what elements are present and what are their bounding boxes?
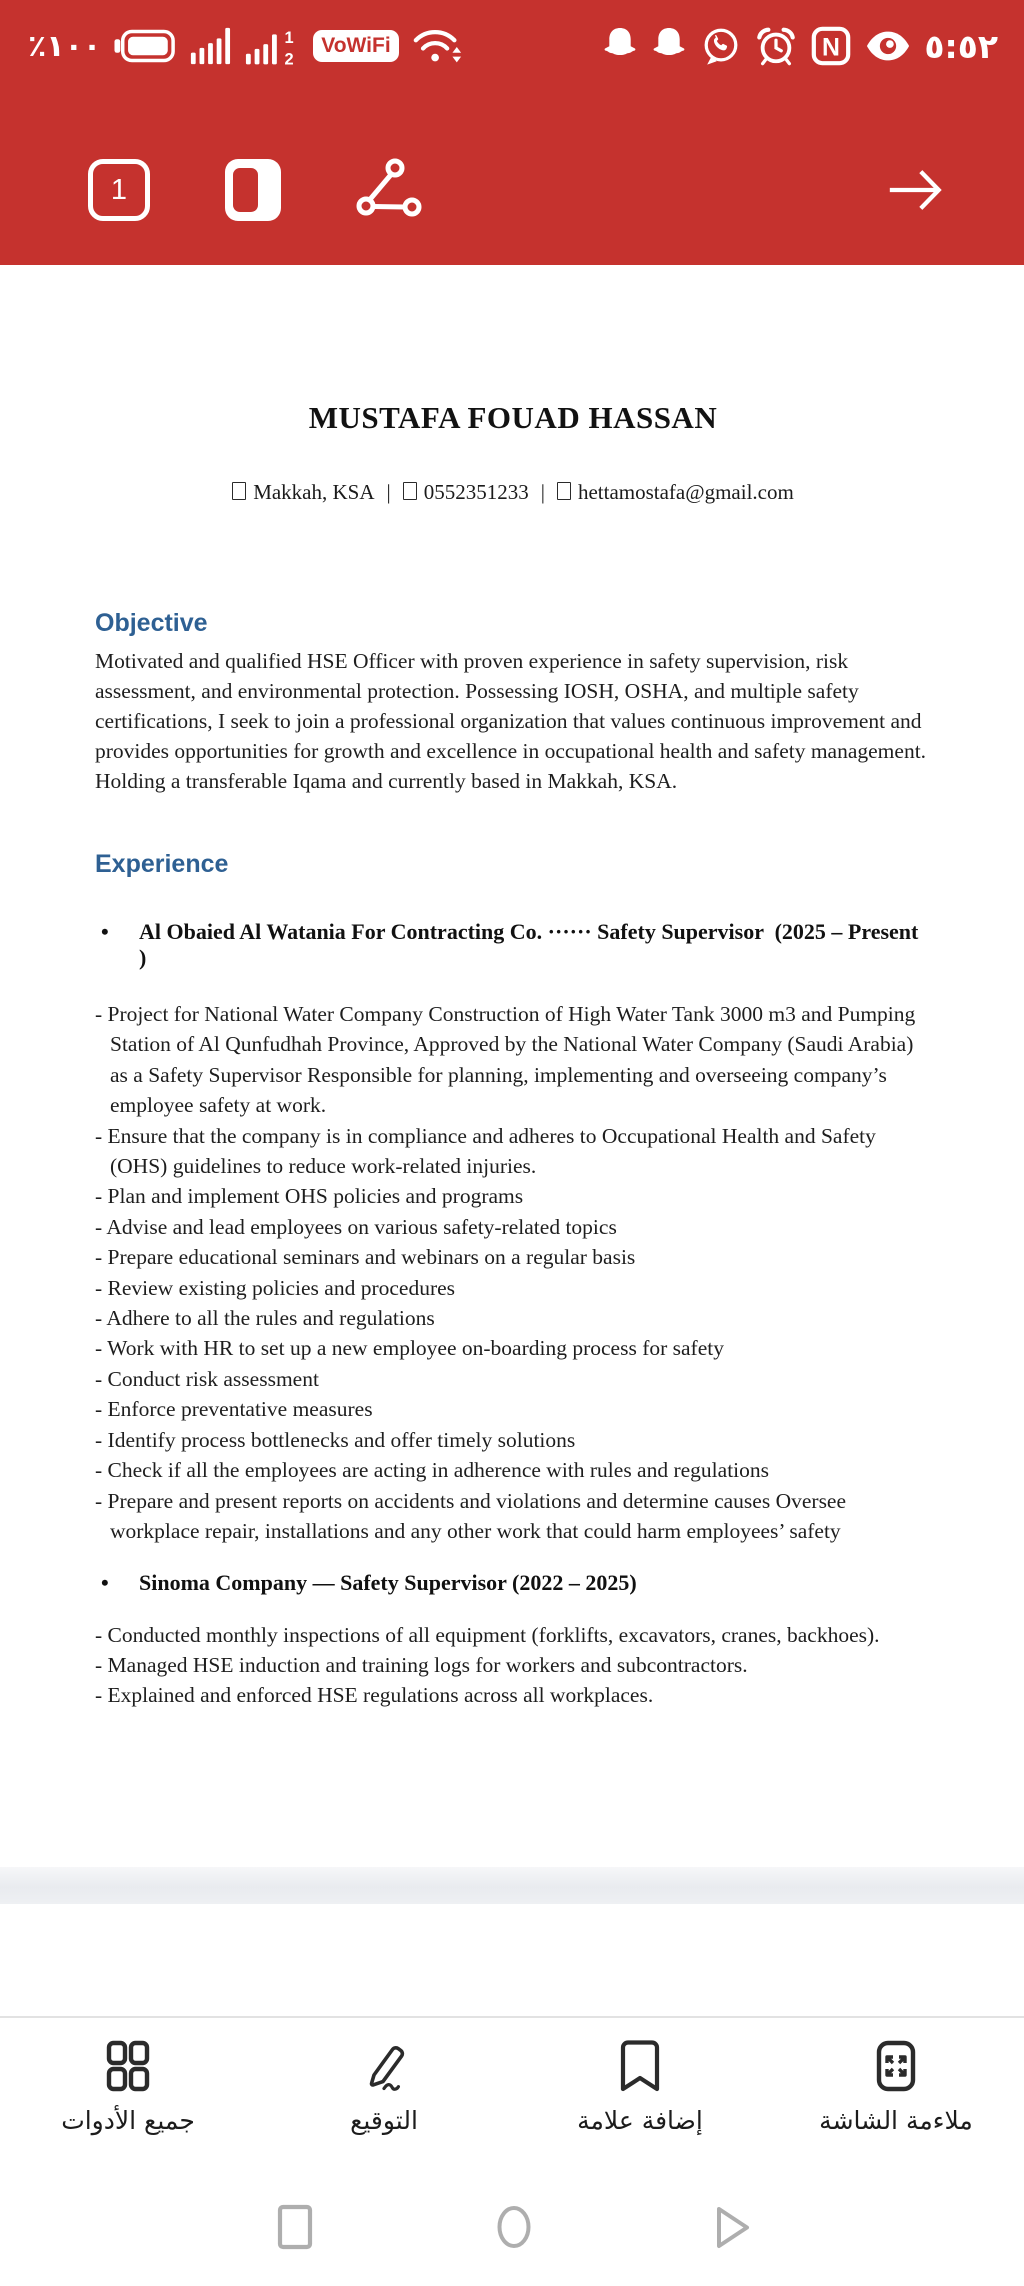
job-1-title: Al Obaied Al Watania For Contracting Co. ······ Safety Supervisor (2025 – Present ) — [138, 919, 924, 970]
job-title-row — [95, 919, 931, 971]
duty-line: - Adhere to all the rules and regulations — [95, 1306, 435, 1331]
snapchat-notification-icon — [602, 25, 638, 67]
duty-line: - Identify process bottlenecks and offer timely solutions — [95, 1427, 576, 1452]
email-missing-glyph-icon — [557, 482, 571, 500]
home-button[interactable] — [494, 2204, 534, 2252]
forward-arrow-button[interactable] — [884, 162, 946, 218]
signature-label: التوقيع — [350, 2106, 418, 2135]
battery-percent-text: ٪١٠٠ — [28, 28, 102, 64]
all-tools-label: جميع الأدوات — [61, 2106, 195, 2135]
duty-line: - Check if all the employees are acting in adherence with rules and regulations — [95, 1458, 770, 1483]
eye-visibility-icon — [865, 29, 911, 63]
duty-line: - Prepare and present reports on accidents and violations and determine causes Oversee workplace repair, installations and any other work that could harm employees’ safety — [95, 1488, 847, 1543]
clock-text: ٥:٥٢ — [924, 26, 998, 66]
contact-email: hettamostafa@gmail.com — [577, 480, 794, 504]
duty-line: - Review existing policies and procedures — [95, 1275, 456, 1300]
job-title-row — [95, 1570, 931, 1596]
snapchat-notification-icon — [651, 25, 687, 67]
bottom-toolbar — [0, 2016, 1024, 2170]
job-2-duties — [95, 1620, 931, 1710]
duty-line: - Prepare educational seminars and webinars on a regular basis — [95, 1245, 636, 1270]
duty-line: - Work with HR to set up a new employee on-boarding process for safety — [95, 1336, 724, 1361]
contact-location: Makkah, KSA — [253, 480, 375, 504]
fit-screen-button[interactable] — [768, 2018, 1024, 2170]
android-navigation-bar — [0, 2170, 1024, 2286]
status-bar — [28, 22, 998, 70]
duty-line: - Project for National Water Company Construction of High Water Tank 3000 m3 and Pumping Station of Al Qunfudhah Province, Approved by the National Water Company (Saudi Arabia) as a Safety Supervisor Responsible for planning, implementing and overseeing company’s employee safety at work. — [95, 1002, 916, 1118]
recent-apps-button[interactable] — [276, 2204, 316, 2252]
objective-heading: Objective — [95, 609, 208, 637]
alarm-clock-icon — [755, 25, 797, 67]
wifi-icon — [412, 23, 464, 69]
contact-line — [95, 480, 931, 505]
page-view-mode-button[interactable] — [225, 159, 281, 221]
signal-strength-sim2-icon — [244, 26, 300, 66]
page-view-mode-icon — [233, 168, 258, 212]
list-bullet: • — [101, 919, 109, 944]
status-left-cluster — [28, 23, 464, 69]
fit-screen-label: ملاءمة الشاشة — [819, 2106, 973, 2135]
back-button[interactable] — [712, 2204, 754, 2252]
objective-body: Motivated and qualified HSE Officer with proven experience in safety supervision, risk assessment, and environmental protection. Possessing IOSH, OSHA, and multiple safety certifications, I seek to join a professional organization that values continuous improvement and provides opportunities for growth and excellence in occupational health and safety management. Holding a transferable Iqama and currently based in Makkah, KSA. — [95, 649, 927, 793]
svg-text:2: 2 — [284, 50, 294, 66]
duty-line: - Conduct risk assessment — [95, 1366, 319, 1391]
signal-strength-icon — [189, 26, 231, 66]
nfc-icon — [810, 25, 852, 67]
job-2-title: Sinoma Company — Safety Supervisor (2022 – 2025) — [139, 1570, 637, 1596]
whatsapp-notification-icon — [700, 25, 742, 67]
add-bookmark-button[interactable] — [512, 2018, 768, 2170]
add-bookmark-icon — [612, 2038, 668, 2094]
location-missing-glyph-icon — [232, 482, 246, 500]
list-bullet: • — [101, 1570, 109, 1596]
duty-line: - Advise and lead employees on various safety-related topics — [95, 1214, 617, 1239]
fit-screen-icon — [868, 2038, 924, 2094]
all-tools-grid-icon — [100, 2038, 156, 2094]
pdf-page[interactable] — [0, 265, 1024, 1867]
share-button[interactable] — [353, 154, 425, 226]
experience-heading: Experience — [95, 850, 229, 878]
duty-line: - Plan and implement OHS policies and programs — [95, 1184, 524, 1209]
duty-line: - Managed HSE induction and training logs for workers and subcontractors. — [95, 1653, 748, 1678]
job-1-duties — [95, 999, 931, 1546]
status-right-cluster — [602, 25, 998, 67]
pdf-toolbar — [88, 140, 946, 240]
signature-button[interactable] — [256, 2018, 512, 2170]
all-tools-button[interactable] — [0, 2018, 256, 2170]
signature-pen-icon — [356, 2038, 412, 2094]
contact-separator: | — [540, 480, 545, 504]
page-number-button[interactable]: 1 — [88, 159, 150, 221]
resume-name-title: MUSTAFA FOUAD HASSAN — [308, 400, 718, 435]
app-header — [0, 0, 1024, 265]
svg-text:N: N — [822, 34, 841, 62]
phone-missing-glyph-icon — [403, 482, 417, 500]
duty-line: - Ensure that the company is in compliance and adheres to Occupational Health and Safety (OHS) guidelines to reduce work-related injuries. — [95, 1123, 876, 1179]
battery-icon — [114, 26, 176, 66]
page-gap-divider — [0, 1867, 1024, 1904]
add-bookmark-label: إضافة علامة — [577, 2106, 703, 2135]
duty-line: - Explained and enforced HSE regulations across all workplaces. — [95, 1683, 654, 1708]
vowifi-badge-icon: VoWiFi — [313, 30, 398, 62]
duty-line: - Enforce preventative measures — [95, 1397, 373, 1422]
contact-phone: 0552351233 — [423, 480, 529, 504]
svg-text:1: 1 — [284, 29, 294, 48]
duty-line: - Conducted monthly inspections of all equipment (forklifts, excavators, cranes, backhoes). — [95, 1623, 880, 1648]
contact-separator: | — [386, 480, 391, 504]
